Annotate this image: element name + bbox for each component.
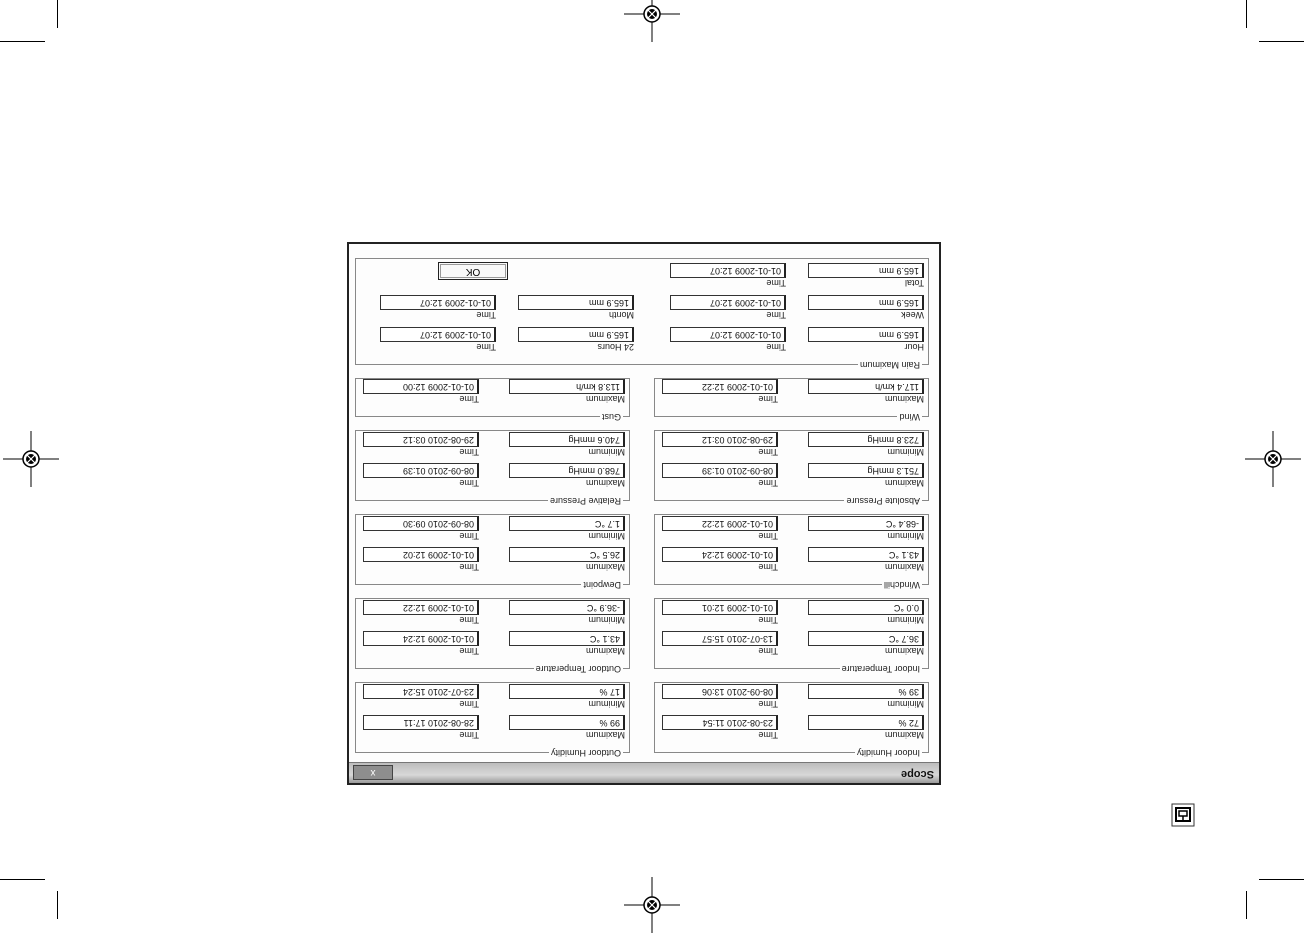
group-outdoor-humidity — [355, 682, 630, 758]
value-field: 72 % — [808, 715, 924, 730]
time-label: Time — [766, 310, 786, 320]
close-button[interactable]: x — [353, 765, 393, 780]
field-label: Week — [901, 310, 924, 320]
registration-mark-icon — [624, 0, 680, 42]
time-label: Time — [758, 562, 778, 572]
value-field: 17 % — [509, 684, 625, 699]
field-label: Maximum — [884, 646, 924, 656]
crop-mark — [1259, 41, 1304, 42]
time-field: 01-01-2009 12:02 — [363, 547, 479, 562]
value-field: 751.3 mmHg — [808, 463, 924, 478]
value-field: 165.9 mm — [518, 295, 634, 310]
field-label: Maximum — [884, 562, 924, 572]
field-label: Minimum — [887, 615, 924, 625]
registration-mark-icon — [624, 877, 680, 933]
time-label: Time — [459, 562, 479, 572]
group-dewpoint — [355, 514, 630, 590]
group-relative-pressure — [355, 430, 630, 506]
group-legend: Indoor Temperature — [841, 664, 920, 674]
time-label: Time — [758, 531, 778, 541]
value-field: 1.7 °C — [509, 516, 625, 531]
field-label: Maximum — [585, 478, 625, 488]
time-label: Time — [766, 342, 786, 352]
time-field: 01-01-2009 12:07 — [380, 327, 496, 342]
time-field: 01-01-2009 12:00 — [363, 379, 479, 394]
time-field: 01-01-2009 12:07 — [380, 295, 496, 310]
registration-mark-icon — [3, 431, 59, 487]
time-label: Time — [459, 531, 479, 541]
group-legend: Absolute Pressure — [846, 496, 920, 506]
value-field: -68.4 °C — [808, 516, 924, 531]
group-outdoor-temperature — [355, 598, 630, 674]
field-label: Maximum — [884, 478, 924, 488]
time-field: 01-01-2009 12:07 — [670, 263, 786, 278]
time-field: 01-01-2009 12:24 — [662, 547, 778, 562]
value-field: 43.1 °C — [509, 631, 625, 646]
time-label: Time — [766, 278, 786, 288]
time-field: 28-08-2010 17:11 — [363, 715, 479, 730]
value-field: 740.6 mmHg — [509, 432, 625, 447]
time-label: Time — [459, 478, 479, 488]
time-label: Time — [459, 646, 479, 656]
time-field: 01-01-2009 12:22 — [363, 600, 479, 615]
crop-mark — [57, 0, 58, 28]
time-label: Time — [758, 447, 778, 457]
group-legend: Outdoor Temperature — [535, 664, 621, 674]
group-gust — [355, 378, 630, 422]
group-legend: Gust — [601, 412, 621, 422]
field-label: Maximum — [585, 730, 625, 740]
time-field: 29-08-2010 03:12 — [662, 432, 778, 447]
time-label: Time — [459, 699, 479, 709]
crop-mark — [57, 891, 58, 919]
value-field: 165.9 mm — [518, 327, 634, 342]
time-label: Time — [758, 478, 778, 488]
value-field: 43.1 °C — [808, 547, 924, 562]
dialog-content — [359, 254, 929, 758]
value-field: 36.7 °C — [808, 631, 924, 646]
time-label: Time — [476, 342, 496, 352]
group-indoor-humidity — [654, 682, 929, 758]
field-label: Maximum — [585, 394, 625, 404]
document-icon — [1171, 803, 1195, 827]
field-label: Maximum — [585, 562, 625, 572]
field-label: Maximum — [585, 646, 625, 656]
field-label: Minimum — [588, 447, 625, 457]
group-legend: Windchill — [883, 580, 920, 590]
time-field: 01-01-2009 12:07 — [670, 295, 786, 310]
field-label: Minimum — [588, 699, 625, 709]
value-field: 723.8 mmHg — [808, 432, 924, 447]
field-label: Minimum — [887, 447, 924, 457]
group-indoor-temperature — [654, 598, 929, 674]
field-label: Maximum — [884, 394, 924, 404]
time-label: Time — [758, 646, 778, 656]
time-label: Time — [459, 394, 479, 404]
time-field: 29-08-2010 03:12 — [363, 432, 479, 447]
time-label: Time — [758, 730, 778, 740]
value-field: 99 % — [509, 715, 625, 730]
group-rain-maximum — [355, 258, 929, 370]
time-field: 01-01-2009 12:22 — [662, 379, 778, 394]
time-field: 08-09-2010 13:06 — [662, 684, 778, 699]
group-legend: Wind — [899, 412, 920, 422]
field-label: Minimum — [588, 531, 625, 541]
field-label: Minimum — [887, 699, 924, 709]
value-field: 165.9 mm — [808, 295, 924, 310]
crop-mark — [1246, 891, 1247, 919]
value-field: 117.4 km/h — [808, 379, 924, 394]
time-field: 01-01-2009 12:24 — [363, 631, 479, 646]
time-label: Time — [459, 447, 479, 457]
time-field: 08-09-2010 09:30 — [363, 516, 479, 531]
field-label: Total — [904, 278, 924, 288]
value-field: 165.9 mm — [808, 263, 924, 278]
group-wind — [654, 378, 929, 422]
time-field: 08-09-2010 01:39 — [363, 463, 479, 478]
time-field: 01-01-2009 12:22 — [662, 516, 778, 531]
time-field: 23-07-2010 15:24 — [363, 684, 479, 699]
field-label: Maximum — [884, 730, 924, 740]
ok-button[interactable]: OK — [438, 262, 508, 280]
field-label: Month — [608, 310, 634, 320]
group-legend: Dewpoint — [583, 580, 621, 590]
value-field: 0.0 °C — [808, 600, 924, 615]
field-label: Minimum — [588, 615, 625, 625]
value-field: 768.0 mmHg — [509, 463, 625, 478]
crop-mark — [1259, 879, 1304, 880]
time-label: Time — [476, 310, 496, 320]
group-legend: Indoor Humidity — [856, 748, 920, 758]
time-label: Time — [459, 615, 479, 625]
group-absolute-pressure — [654, 430, 929, 506]
field-label: Hour — [904, 342, 924, 352]
crop-mark — [1246, 0, 1247, 28]
time-label: Time — [758, 615, 778, 625]
time-field: 13-07-2010 15:57 — [662, 631, 778, 646]
title-bar — [349, 762, 939, 783]
time-field: 08-09-2010 01:39 — [662, 463, 778, 478]
time-field: 23-08-2010 11:54 — [662, 715, 778, 730]
time-label: Time — [459, 730, 479, 740]
registration-mark-icon — [1245, 431, 1301, 487]
time-field: 01-01-2009 12:01 — [662, 600, 778, 615]
time-label: Time — [758, 699, 778, 709]
value-field: 26.5 °C — [509, 547, 625, 562]
group-windchill — [654, 514, 929, 590]
time-field: 01-01-2009 12:07 — [670, 327, 786, 342]
dialog-title: Scope — [900, 768, 934, 780]
crop-mark — [0, 41, 45, 42]
value-field: -36.9 °C — [509, 600, 625, 615]
group-legend: Rain Maximum — [859, 360, 920, 370]
scope-dialog — [347, 242, 941, 785]
crop-mark — [0, 879, 45, 880]
field-label: 24 Hours — [597, 342, 634, 352]
value-field: 165.9 mm — [808, 327, 924, 342]
field-label: Minimum — [887, 531, 924, 541]
group-legend: Outdoor Humidity — [550, 748, 621, 758]
time-label: Time — [758, 394, 778, 404]
value-field: 113.8 km/h — [509, 379, 625, 394]
group-legend: Relative Pressure — [549, 496, 621, 506]
value-field: 39 % — [808, 684, 924, 699]
